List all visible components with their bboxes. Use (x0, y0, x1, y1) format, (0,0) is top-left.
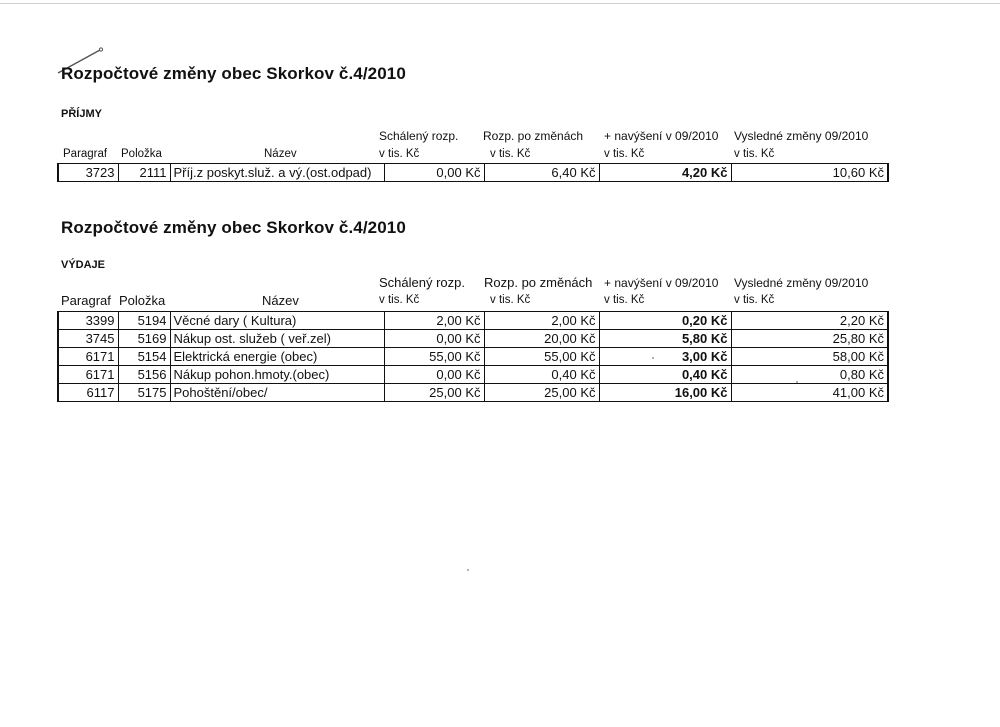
expenses-header-navyseni: + navýšení v 09/2010 (604, 276, 719, 290)
table-row (58, 348, 888, 366)
income-header-nazev: Název (264, 148, 297, 160)
table-row (58, 312, 888, 330)
cell-po-zmenach: 25,00 Kč (484, 384, 599, 402)
expenses-header-po-zmenach-unit: v tis. Kč (490, 294, 531, 306)
cell-polozka: 5194 (118, 312, 170, 330)
cell-vysledne: 25,80 Kč (731, 330, 888, 348)
cell-vysledne: 2,20 Kč (731, 312, 888, 330)
cell-schvaleny: 2,00 Kč (384, 312, 484, 330)
cell-paragraf: 6117 (58, 384, 118, 402)
income-header-vysledne: Vysledné změny 09/2010 (734, 129, 869, 143)
cell-nazev: Věcné dary ( Kultura) (170, 312, 384, 330)
scan-edge-line (0, 3, 1000, 4)
expenses-header-schvaleny-unit: v tis. Kč (379, 294, 420, 306)
income-header-schvaleny-unit: v tis. Kč (379, 148, 420, 160)
cell-vysledne: 41,00 Kč (731, 384, 888, 402)
cell-navyseni: 16,00 Kč (599, 384, 731, 402)
cell-schvaleny: 0,00 Kč (384, 366, 484, 384)
cell-paragraf: 3745 (58, 330, 118, 348)
table-row (58, 330, 888, 348)
cell-polozka: 5156 (118, 366, 170, 384)
cell-vysledne: 58,00 Kč (731, 348, 888, 366)
income-table (57, 163, 889, 182)
cell-polozka: 2111 (118, 164, 170, 182)
cell-po-zmenach: 2,00 Kč (484, 312, 599, 330)
expenses-header-polozka: Položka (119, 293, 166, 308)
cell-polozka: 5154 (118, 348, 170, 366)
income-header-po-zmenach: Rozp. po změnách (483, 129, 584, 143)
cell-nazev: Příj.z poskyt.služ. a vý.(ost.odpad) (170, 164, 384, 182)
cell-vysledne: 10,60 Kč (731, 164, 888, 182)
scan-speck (796, 381, 798, 383)
cell-navyseni: 0,40 Kč (599, 366, 731, 384)
cell-schvaleny: 55,00 Kč (384, 348, 484, 366)
cell-polozka: 5175 (118, 384, 170, 402)
income-header-polozka: Položka (121, 148, 162, 160)
cell-po-zmenach: 0,40 Kč (484, 366, 599, 384)
table-row (58, 366, 888, 384)
expenses-header-vysledne: Vysledné změny 09/2010 (734, 276, 869, 290)
cell-navyseni: 3,00 Kč (599, 348, 731, 366)
expenses-header-schvaleny: Schálený rozp. (379, 275, 465, 290)
income-header-navyseni-unit: v tis. Kč (604, 148, 645, 160)
cell-polozka: 5169 (118, 330, 170, 348)
cell-paragraf: 6171 (58, 348, 118, 366)
income-section-label: PŘÍJMY (61, 108, 102, 120)
income-header-navyseni: + navýšení v 09/2010 (604, 129, 719, 143)
cell-paragraf: 3399 (58, 312, 118, 330)
cell-paragraf: 3723 (58, 164, 118, 182)
cell-po-zmenach: 6,40 Kč (484, 164, 599, 182)
expenses-table (57, 311, 889, 402)
expenses-header-paragraf: Paragraf (61, 293, 111, 308)
expenses-header-nazev: Název (262, 293, 299, 308)
cell-paragraf: 6171 (58, 366, 118, 384)
cell-schvaleny: 0,00 Kč (384, 164, 484, 182)
cell-nazev: Elektrická energie (obec) (170, 348, 384, 366)
table-row (58, 384, 888, 402)
cell-navyseni: 5,80 Kč (599, 330, 731, 348)
cell-po-zmenach: 20,00 Kč (484, 330, 599, 348)
cell-schvaleny: 0,00 Kč (384, 330, 484, 348)
income-header-vysledne-unit: v tis. Kč (734, 148, 775, 160)
cell-navyseni: 0,20 Kč (599, 312, 731, 330)
scan-speck (652, 357, 654, 359)
cell-po-zmenach: 55,00 Kč (484, 348, 599, 366)
income-title: Rozpočtové změny obec Skorkov č.4/2010 (61, 64, 406, 83)
expenses-header-navyseni-unit: v tis. Kč (604, 294, 645, 306)
scan-speck (467, 569, 469, 571)
table-row (58, 164, 888, 182)
income-header-po-zmenach-unit: v tis. Kč (490, 148, 531, 160)
expenses-title: Rozpočtové změny obec Skorkov č.4/2010 (61, 218, 406, 237)
cell-nazev: Nákup ost. služeb ( veř.zel) (170, 330, 384, 348)
cell-schvaleny: 25,00 Kč (384, 384, 484, 402)
expenses-header-po-zmenach: Rozp. po změnách (484, 275, 593, 290)
cell-navyseni: 4,20 Kč (599, 164, 731, 182)
cell-nazev: Pohoštění/obec/ (170, 384, 384, 402)
cell-vysledne: 0,80 Kč (731, 366, 888, 384)
income-header-schvaleny: Schálený rozp. (379, 129, 459, 143)
cell-nazev: Nákup pohon.hmoty.(obec) (170, 366, 384, 384)
income-header-paragraf: Paragraf (63, 148, 108, 160)
expenses-header-vysledne-unit: v tis. Kč (734, 294, 775, 306)
expenses-section-label: VÝDAJE (61, 259, 106, 271)
